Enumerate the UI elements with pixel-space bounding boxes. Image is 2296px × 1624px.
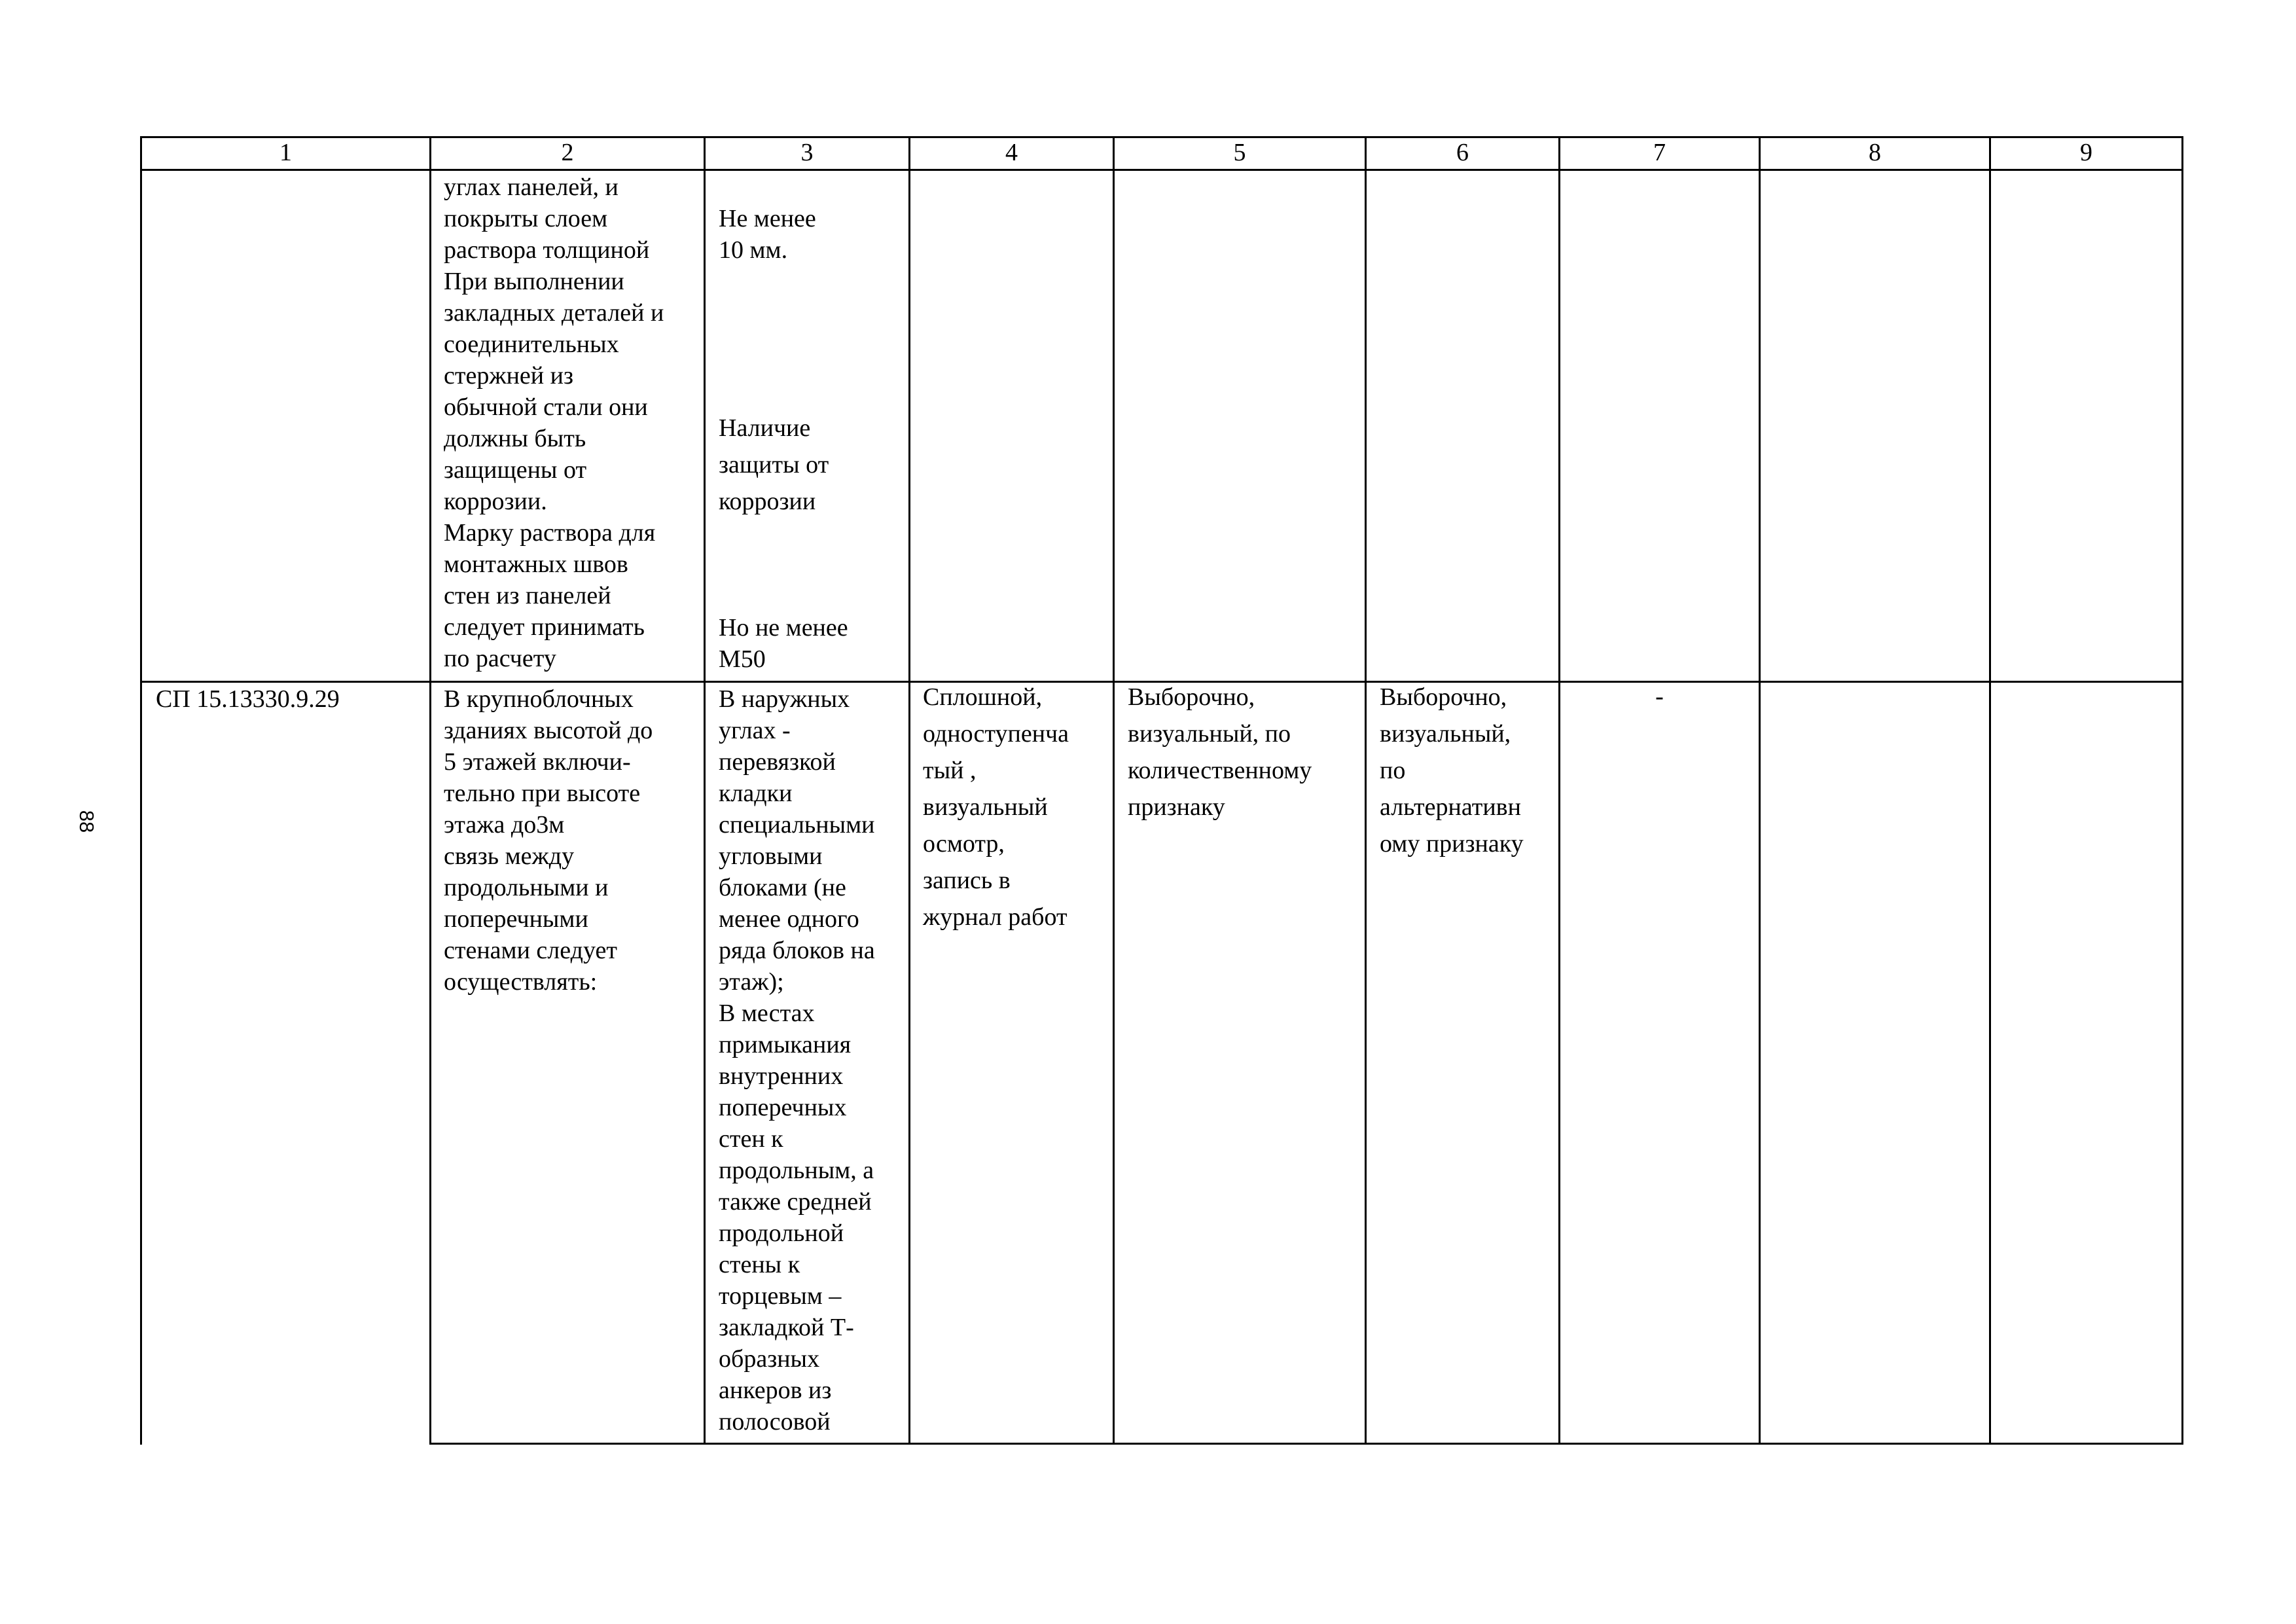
header-col-8: 8 [1869,139,1881,166]
header-col-5: 5 [1233,139,1246,166]
page-number: 88 [75,810,98,833]
row1-value-corrosion: Наличие защиты от коррозии [719,414,829,515]
row1-value-thickness: Не менее 10 мм. [719,205,816,264]
row2-control-type: Сплошной, одноступенча тый , визуальный осмотр, запись в журнал работ [923,683,1069,931]
header-bottom-border [140,169,2183,171]
row2-required-value: В наружных углах - перевязкой кладки специальными угловыми блоками (не менее одного ряда блоков на этаж); В местах примыкания внутренних поперечных стен к продольным, а также средней продольной стены к торцевым – закладкой Т- образных анкеров из полосовой [719,685,875,1435]
col-divider-8-9 [1989,136,1991,1445]
header-col-3: 3 [800,139,814,166]
header-col-2: 2 [561,139,574,166]
row2-requirement-text: В крупноблочных зданиях высотой до 5 этажей включи- тельно при высоте этажа до3м связь между продольными и поперечными стенами следует осуществлять: [444,685,653,996]
table-bottom-border [429,1443,2183,1445]
row2-col7-dash: - [1655,683,1664,710]
col-divider-7-8 [1759,136,1761,1445]
header-col-9: 9 [2080,139,2092,166]
col-divider-2-3 [704,136,706,1445]
row2-reference: СП 15.13330.9.29 [156,685,340,713]
row1-requirement-text: углах панелей, и покрыты слоем раствора толщиной При выполнении закладных деталей и соединительных стержней из обычной стали они должны быть защищены от коррозии. Марку раствора для монтажных швов стен из панелей следует принимать по расчету [444,173,664,672]
header-col-6: 6 [1456,139,1469,166]
col-divider-5-6 [1365,136,1367,1445]
row1-value-mortar-grade: Но не менее М50 [719,614,848,673]
col-divider-3-4 [908,136,910,1445]
header-col-7: 7 [1653,139,1666,166]
table-right-border [2181,136,2183,1445]
header-col-4: 4 [1005,139,1018,166]
col-divider-4-5 [1113,136,1115,1445]
col-divider-1-2 [429,136,431,1445]
table-left-border [140,136,142,1445]
header-col-1: 1 [279,139,292,166]
row2-control-method-6: Выборочно, визуальный, по альтернативн ому признаку [1380,683,1524,857]
col-divider-6-7 [1558,136,1560,1445]
row2-control-method-5: Выборочно, визуальный, по количественному признаку [1128,683,1312,821]
